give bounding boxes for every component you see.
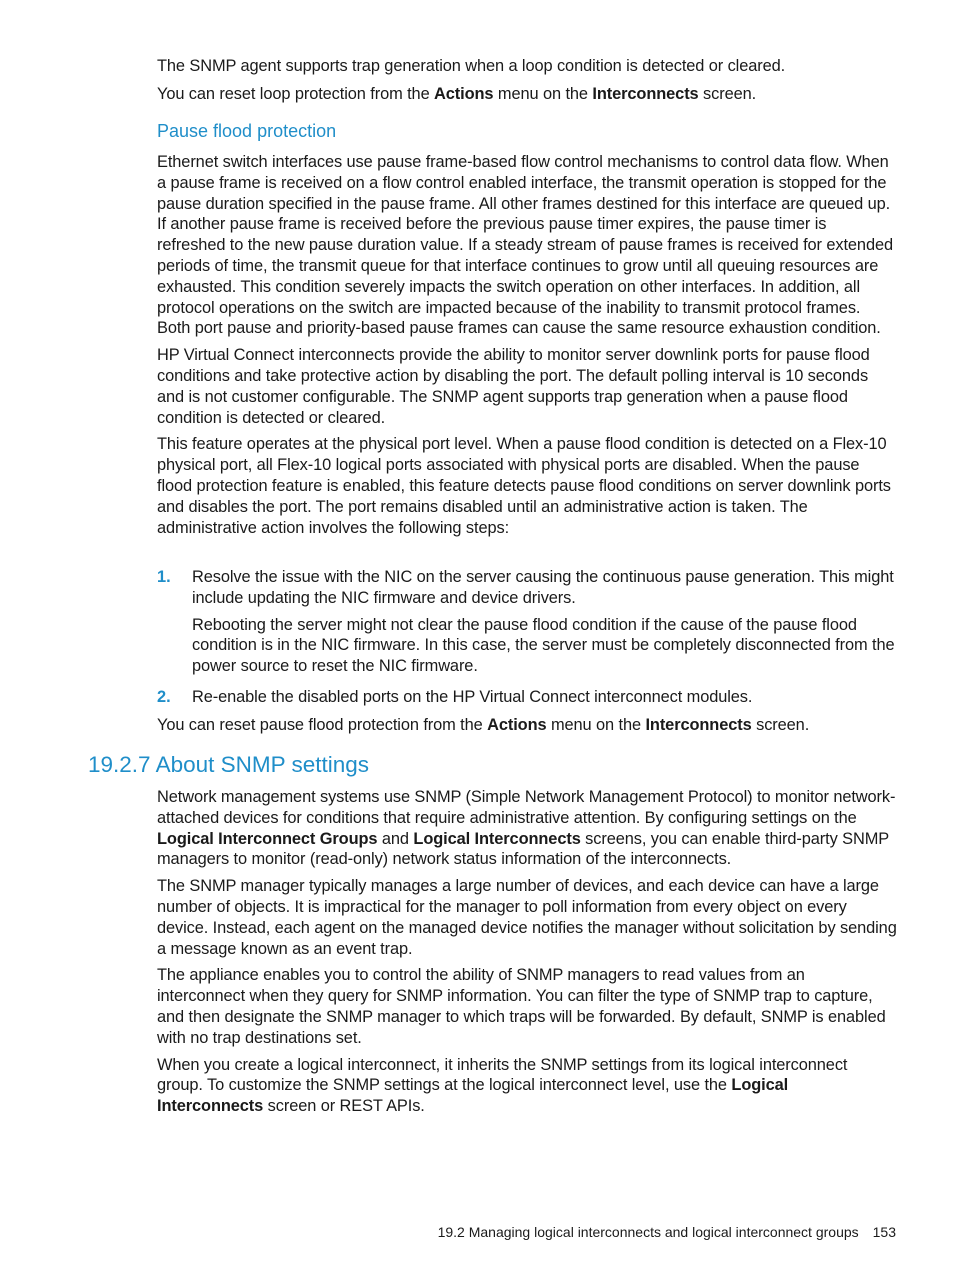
step-number-2: 2. — [157, 688, 171, 706]
intro-paragraph-1: The SNMP agent supports trap generation when a loop condition is detected or cleared. — [157, 57, 786, 75]
snmp-paragraph-2: The SNMP manager typically manages a large number of devices, and each device can have a large number of objects. It is impractical for the manager to poll information from every object on every device. Instead, each agent on the managed device notifies the manager without solicitation by sending a message known as an event trap. — [157, 877, 897, 958]
snmp-section-heading: 19.2.7 About SNMP settings — [88, 752, 370, 777]
step-2-text: Re-enable the disabled ports on the HP Virtual Connect interconnect modules. — [192, 688, 753, 706]
step-number-1: 1. — [157, 568, 171, 586]
pause-flood-heading: Pause flood protection — [157, 121, 337, 141]
intro-block — [157, 56, 897, 105]
running-title: 19.2 Managing logical interconnects and logical interconnect groups — [437, 1224, 859, 1240]
pause-flood-paragraph-4: You can reset pause flood protection from the Actions menu on the Interconnects screen. — [157, 716, 810, 734]
snmp-body — [157, 787, 897, 1117]
pause-flood-closing — [157, 715, 897, 736]
snmp-paragraph-4: When you create a logical interconnect, it inherits the SNMP settings from its logical interconnect group. To customize the SNMP settings at the logical interconnect level, use the Logical Interconnects screen or REST APIs. — [157, 1055, 848, 1116]
pause-flood-paragraph-3: This feature operates at the physical port level. When a pause flood condition is detected on a Flex-10 physical port, all Flex-10 logical ports associated with physical ports are disabled. When the pause flood protection feature is enabled, this feature detects pause flood conditions on server downlink ports and disables the port. The port remains disabled until an administrative action is taken. The administrative action involves the following steps: — [157, 435, 891, 537]
step-2 — [192, 687, 897, 708]
step-1-note: Rebooting the server might not clear the pause flood condition if the cause of the pause flood condition is in the NIC firmware. In this case, the server must be completely disconnected from the power source to reset the NIC firmware. — [192, 615, 895, 676]
snmp-paragraph-1: Network management systems use SNMP (Simple Network Management Protocol) to monitor network-attached devices for conditions that require administrative attention. By configuring settings on the Logical Interconnect Groups and Logical Interconnects screens, you can enable third-party SNMP managers to monitor (read-only) network status information of the interconnects. — [157, 788, 896, 869]
pause-flood-paragraph-2: HP Virtual Connect interconnects provide the ability to monitor server downlink ports for pause flood conditions and take protective action by disabling the port. The default polling interval is 10 seconds and is not customer configurable. The SNMP agent supports trap generation when a pause flood condition is detected or cleared. — [157, 346, 870, 427]
step-1-text: Resolve the issue with the NIC on the server causing the continuous pause generation. This might include updating the NIC firmware and device drivers. — [192, 568, 894, 607]
page-footer — [438, 1223, 896, 1241]
snmp-paragraph-3: The appliance enables you to control the ability of SNMP managers to read values from an interconnect when they query for SNMP information. You can filter the type of SNMP trap to capture, and then designate the SNMP manager to which traps will be forwarded. By default, SNMP is enabled with no trap destinations set. — [157, 966, 886, 1047]
intro-paragraph-2: You can reset loop protection from the Actions menu on the Interconnects screen. — [157, 84, 757, 103]
pause-flood-paragraph-1: Ethernet switch interfaces use pause frame-based flow control mechanisms to control data flow. When a pause frame is received on a flow control enabled interface, the transmit operation is stopped for the pause duration specified in the pause frame. All other frames destined for this interface are queued up. If another pause frame is received before the previous pause timer expires, the pause timer is refreshed to the new pause duration value. If a steady stream of pause frames is received for extended periods of time, the transmit queue for that interface continues to grow until all queuing resources are exhausted. This condition severely impacts the switch operation on other interfaces. In addition, all protocol operations on the switch are impacted because of the inability to transmit protocol frames. Both port pause and priority-based pause frames can cause the same resource exhaustion condition. — [157, 153, 893, 338]
pause-flood-body — [157, 152, 897, 538]
page-number: 153 — [872, 1224, 896, 1240]
step-1 — [192, 567, 897, 677]
